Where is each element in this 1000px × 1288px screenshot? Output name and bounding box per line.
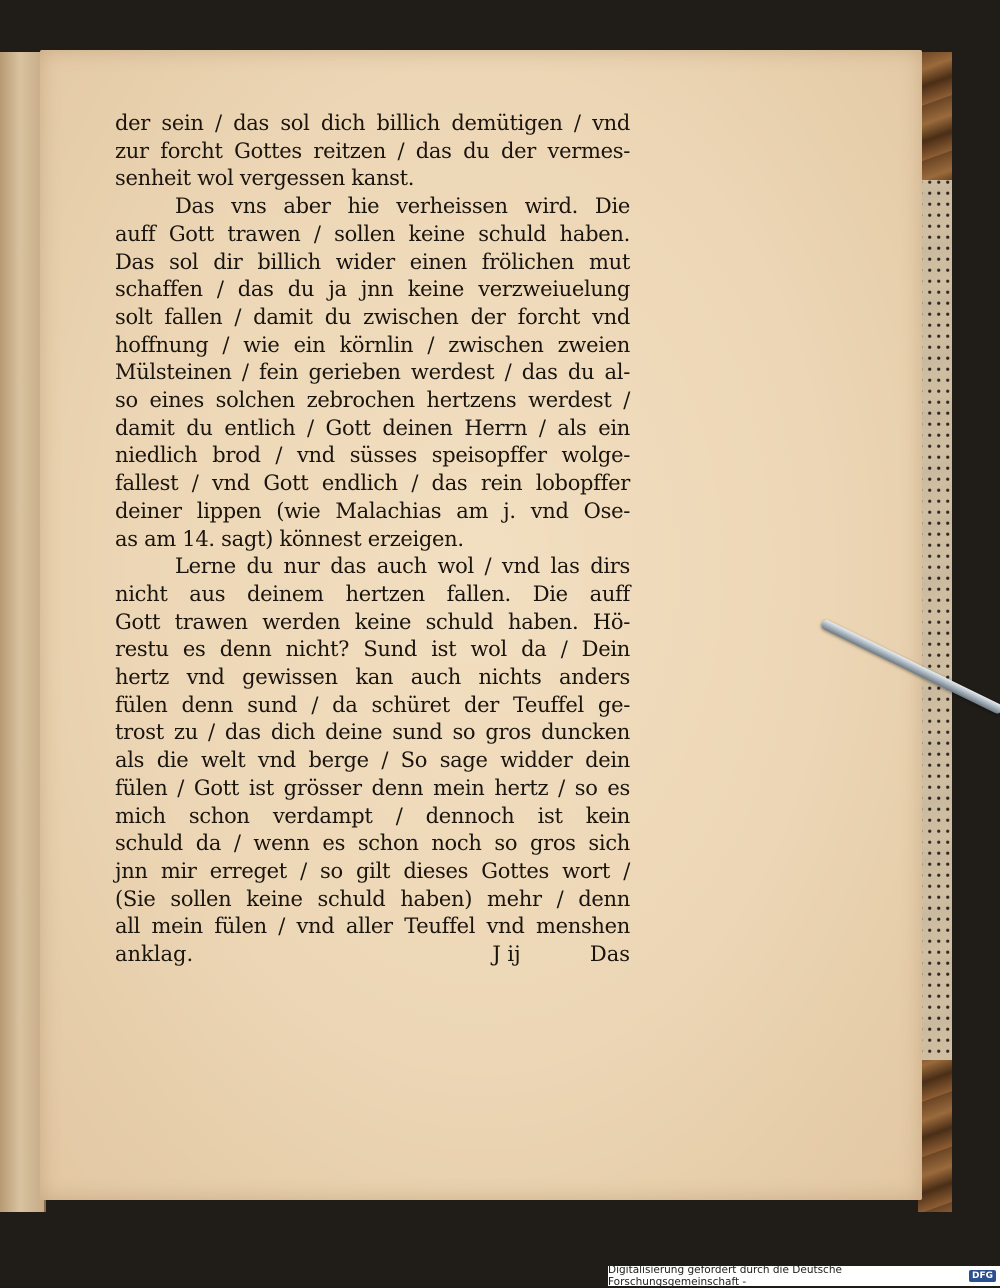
text-line: all mein fülen / vnd aller Teuffel vnd menshen: [115, 914, 630, 939]
text-line: als die welt vnd berge / So sage widder dein: [115, 748, 630, 773]
text-line: so eines solchen zebrochen hertzens werdest /: [115, 388, 630, 413]
text-line: Lerne du nur das auch wol / vnd las dirs: [175, 554, 630, 579]
page-text: [115, 110, 630, 969]
text-line: schuld da / wenn es schon noch so gros sich: [115, 831, 630, 856]
text-line: fallest / vnd Gott endlich / das rein lobopffer: [115, 471, 630, 496]
catchword: Das: [589, 942, 630, 967]
text-line: schaffen / das du ja jnn keine verzweiuelung: [115, 277, 630, 302]
text-line: solt fallen / damit du zwischen der forcht vnd: [115, 304, 630, 329]
text-line: senheit wol vergessen kanst.: [115, 166, 415, 191]
text-line: deiner lippen (wie Malachias am j. vnd Ose-: [115, 498, 630, 523]
text-line: (Sie sollen keine schuld haben) mehr / denn: [115, 886, 630, 911]
text-line: trost zu / das dich deine sund so gros duncken: [115, 720, 630, 745]
text-line: Das vns aber hie verheissen wird. Die: [175, 194, 630, 219]
last-word: anklag.: [115, 942, 194, 967]
text-line: fülen denn sund / da schüret der Teuffel ge-: [115, 692, 630, 717]
text-line: jnn mir erreget / so gilt dieses Gottes wort /: [115, 858, 630, 883]
text-line: auff Gott trawen / sollen keine schuld haben.: [115, 221, 630, 246]
text-line: der sein / das sol dich billich demütigen / vnd: [115, 111, 630, 135]
text-line: mich schon verdampt / dennoch ist kein: [115, 803, 630, 828]
text-line: damit du entlich / Gott deinen Herrn / als ein: [115, 415, 630, 440]
text-line: niedlich brod / vnd süsses speisopffer wolge-: [115, 443, 630, 468]
digitization-credit: [608, 1266, 1000, 1286]
speckled-endpaper: [918, 180, 952, 1060]
text-line: restu es denn nicht? Sund ist wol da / Dein: [115, 637, 630, 662]
last-line: [115, 941, 630, 969]
text-line: Das sol dir billich wider einen frölichen mut: [115, 249, 630, 274]
text-line: zur forcht Gottes reitzen / das du der vermes-: [115, 138, 630, 163]
text-line: as am 14. sagt) könnest erzeigen.: [115, 526, 464, 551]
text-line: fülen / Gott ist grösser denn mein hertz / so es: [115, 775, 630, 800]
text-line: Mülsteinen / fein gerieben werdest / das du al-: [115, 360, 630, 385]
signature-mark: J ij: [492, 942, 521, 967]
dfg-logo: DFG: [969, 1270, 996, 1282]
text-line: nicht aus deinem hertzen fallen. Die auff: [115, 581, 630, 606]
text-line: Gott trawen werden keine schuld haben. Hö-: [115, 609, 630, 634]
text-line: hoffnung / wie ein körnlin / zwischen zweien: [115, 332, 630, 357]
credit-text: Digitalisierung gefördert durch die Deutsche Forschungsgemeinschaft -: [608, 1264, 842, 1288]
text-line: hertz vnd gewissen kan auch nichts anders: [115, 665, 630, 690]
